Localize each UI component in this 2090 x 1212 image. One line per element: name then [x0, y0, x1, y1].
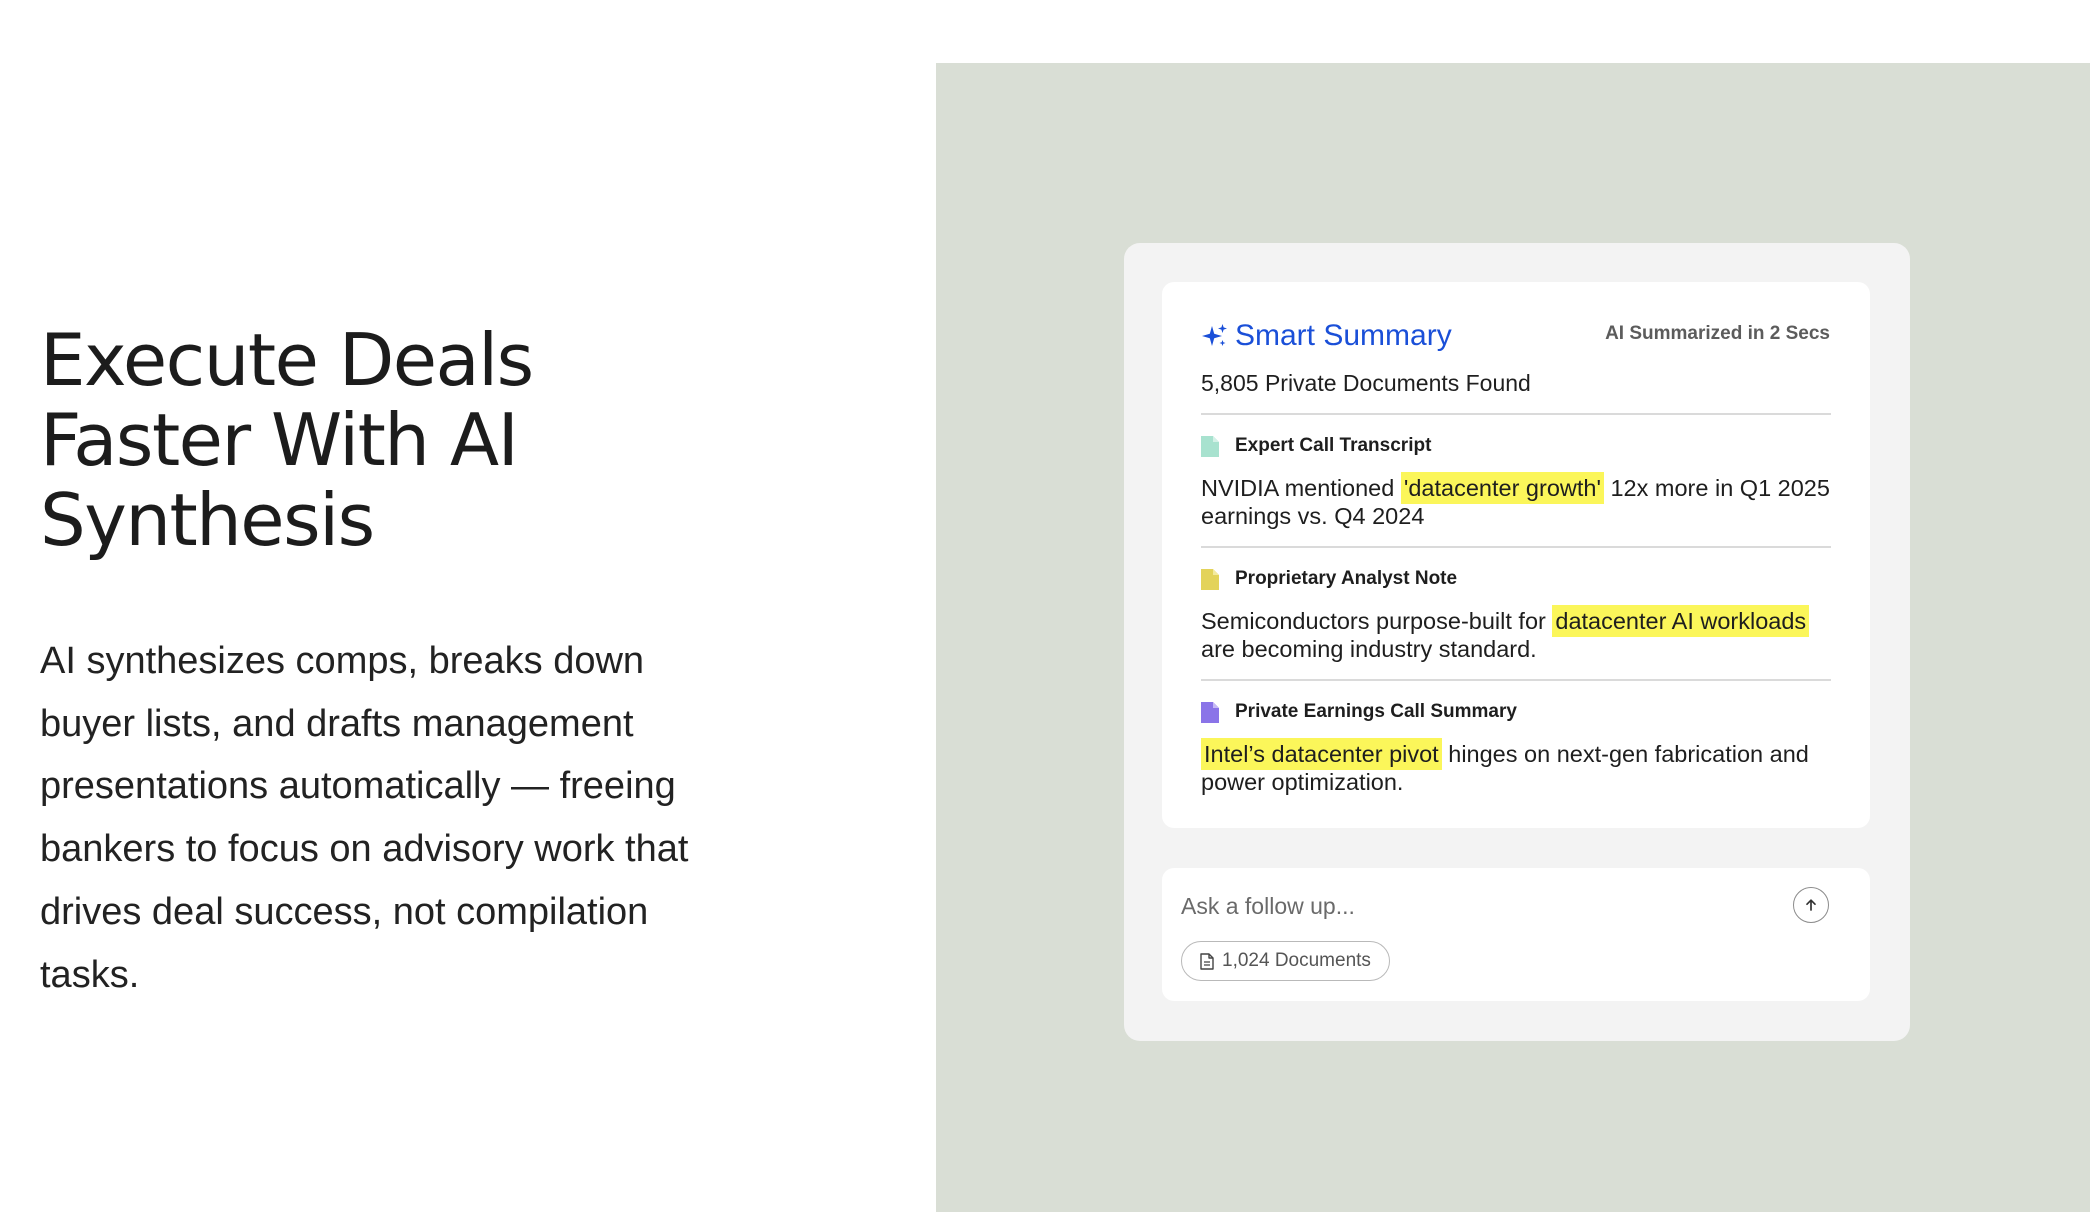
source-type-label: Proprietary Analyst Note	[1235, 568, 1458, 589]
document-icon	[1201, 702, 1219, 723]
source-excerpt	[1201, 607, 1841, 663]
hero-title-line: Execute Deals	[40, 318, 533, 402]
followup-input[interactable]	[1181, 888, 1741, 924]
hero-description-line: bankers to focus on advisory work that	[40, 828, 689, 871]
documents-filter-chip[interactable]	[1181, 941, 1390, 981]
excerpt-text: 12x more in Q1 2025	[1603, 475, 1830, 501]
hero-title-line: Faster With AI	[40, 398, 518, 482]
sparkle-icon	[1201, 322, 1229, 350]
document-outline-icon	[1200, 953, 1214, 970]
summary-source-item	[1201, 565, 1841, 663]
excerpt-text: NVIDIA mentioned	[1201, 475, 1401, 501]
summary-source-item	[1201, 698, 1841, 796]
hero-description-line: presentations automatically — freeing	[40, 765, 676, 808]
summary-source-item	[1201, 432, 1841, 530]
documents-chip-label: 1,024 Documents	[1222, 950, 1371, 971]
highlighted-term: Intel’s datacenter pivot	[1201, 738, 1442, 770]
source-excerpt	[1201, 474, 1841, 530]
hero-title-line: Synthesis	[40, 478, 374, 562]
documents-found-count: 5,805 Private Documents Found	[1201, 370, 1531, 396]
highlighted-term: 'datacenter growth'	[1401, 472, 1604, 504]
hero-description-line: drives deal success, not compilation	[40, 890, 649, 933]
excerpt-text: hinges on next-gen fabrication and	[1441, 741, 1809, 767]
hero-description-line: tasks.	[40, 953, 140, 996]
source-type-label: Private Earnings Call Summary	[1235, 701, 1517, 722]
divider	[1201, 679, 1831, 681]
source-excerpt	[1201, 740, 1841, 796]
arrow-up-icon	[1804, 898, 1818, 912]
excerpt-text: power optimization.	[1201, 769, 1404, 795]
highlighted-term: datacenter AI workloads	[1552, 605, 1809, 637]
send-button[interactable]	[1793, 887, 1829, 923]
smart-summary-heading	[1201, 316, 1452, 356]
hero-description-line: buyer lists, and drafts management	[40, 702, 634, 745]
hero-description-line: AI synthesizes comps, breaks down	[40, 640, 645, 682]
excerpt-text: earnings vs. Q4 2024	[1201, 503, 1425, 529]
smart-summary-title: Smart Summary	[1235, 319, 1452, 352]
excerpt-text: Semiconductors purpose-built for	[1201, 608, 1553, 634]
divider	[1201, 546, 1831, 548]
source-type-label: Expert Call Transcript	[1235, 435, 1432, 456]
excerpt-text: are becoming industry standard.	[1201, 636, 1537, 662]
hero-title	[40, 320, 760, 560]
document-icon	[1201, 569, 1219, 590]
hero-description	[40, 630, 780, 1006]
summary-timing-label: AI Summarized in 2 Secs	[1605, 323, 1830, 344]
divider	[1201, 413, 1831, 415]
document-icon	[1201, 436, 1219, 457]
